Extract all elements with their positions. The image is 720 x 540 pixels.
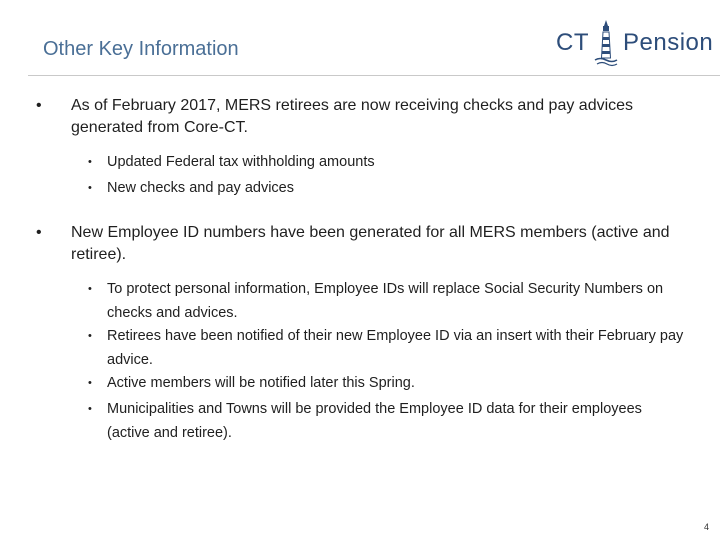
lighthouse-icon <box>593 18 619 68</box>
logo-ct-text: CT <box>556 29 589 56</box>
bullet-2-sub-2: Retirees have been notified of their new Employee ID via an insert with their February pay advice. <box>107 328 684 368</box>
sub-bullet-marker: • <box>88 377 92 389</box>
bullet-2-text: New Employee ID numbers have been generated for all MERS members (active and retiree). <box>71 224 670 263</box>
bullet-2-sub-1: To protect personal information, Employee IDs will replace Social Security Numbers on checks and advices. <box>107 281 664 321</box>
title-divider <box>28 75 720 76</box>
page-number: 4 <box>704 522 710 532</box>
sub-bullet-marker: • <box>88 403 92 415</box>
logo-pension-text: Pension <box>623 29 714 56</box>
bullet-2-sub-3: Active members will be notified later this Spring. <box>107 375 415 391</box>
sub-bullet-marker: • <box>88 156 92 168</box>
bullet-1-sub-1: Updated Federal tax withholding amounts <box>107 154 375 170</box>
slide-title: Other Key Information <box>43 38 239 60</box>
bullet-marker: • <box>36 97 42 114</box>
bullet-marker: • <box>36 224 42 241</box>
bullet-1-text: As of February 2017, MERS retirees are now receiving checks and pay advices generated from Core-CT. <box>71 97 634 136</box>
sub-bullet-marker: • <box>88 330 92 342</box>
ct-pension-logo <box>556 18 713 68</box>
bullet-2-sub-4: Municipalities and Towns will be provided the Employee ID data for their employees (active and retiree). <box>107 401 642 441</box>
bullet-1-sub-2: New checks and pay advices <box>107 180 294 196</box>
sub-bullet-marker: • <box>88 283 92 295</box>
sub-bullet-marker: • <box>88 182 92 194</box>
